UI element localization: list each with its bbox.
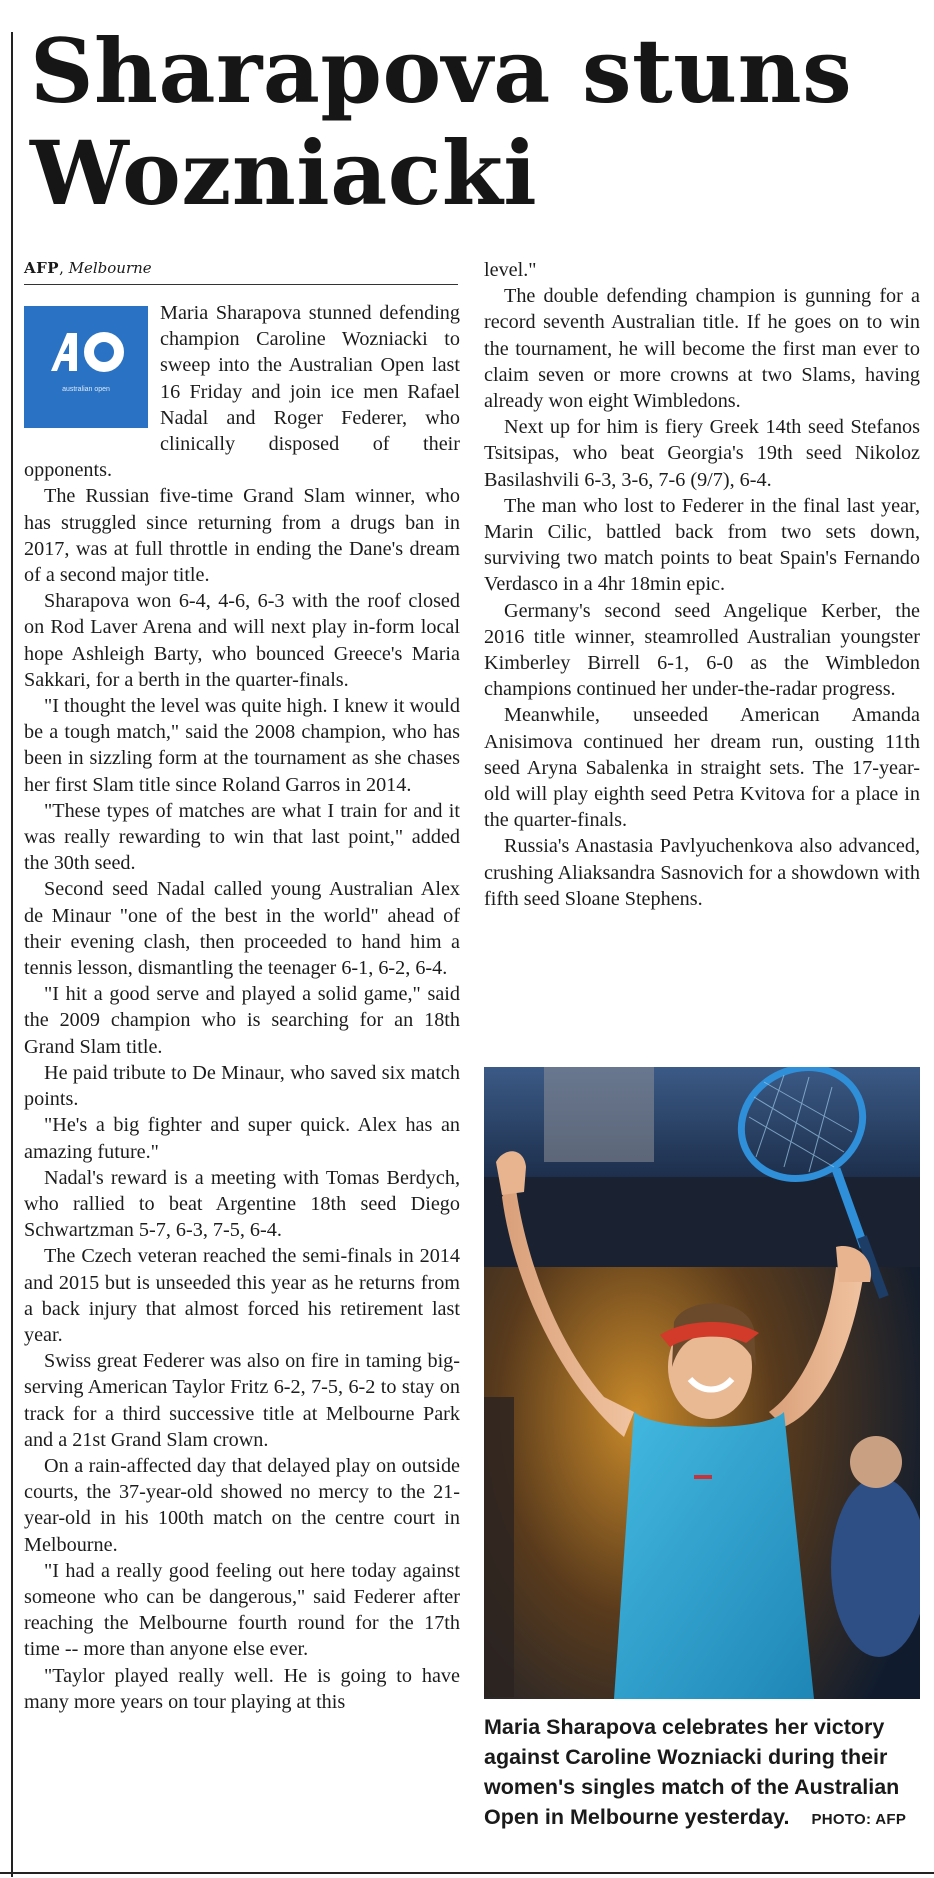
byline-separator: , xyxy=(59,259,64,277)
byline-agency: AFP xyxy=(24,259,60,277)
paragraph: On a rain-affected day that delayed play on outside courts, the 37-year-old showed no mercy to the 21-year-old in his 100th match on the centre court in Melbourne. xyxy=(24,1454,460,1556)
ao-logo-icon xyxy=(47,331,125,373)
paragraph: The double defending champion is gunning for a record seventh Australian title. If he goes on to win the tournament, he will become the first man ever to claim seven or more crowns at two Slams, having already won eight Wimbledons. xyxy=(484,285,920,413)
article-column-left xyxy=(24,300,460,1715)
headline-line-1: Sharapova stuns xyxy=(30,19,853,123)
headline-line-2: Wozniacki xyxy=(30,121,538,225)
caption-text: Maria Sharapova celebrates her victory against Caroline Wozniacki during their women's singles match of the Australian Open in Melbourne yesterday. xyxy=(484,1715,900,1829)
paragraph: Nadal's reward is a meeting with Tomas Berdych, who rallied to beat Argentine 18th seed Diego Schwartzman 5-7, 6-3, 7-5, 6-4. xyxy=(24,1166,460,1242)
paragraph: Swiss great Federer was also on fire in taming big-serving American Taylor Fritz 6-2, 7-5, 6-2 to stay on track for a third successive title at Melbourne Park and a 21st Grand Slam crown. xyxy=(24,1350,460,1451)
paragraph: "Taylor played really well. He is going to have many more years on tour playing at this xyxy=(24,1664,460,1713)
byline-place: Melbourne xyxy=(68,259,152,277)
paragraph: Russia's Anastasia Pavlyuchenkova also advanced, crushing Aliaksandra Sasnovich for a showdown with fifth seed Sloane Stephens. xyxy=(484,835,920,910)
paragraph: Second seed Nadal called young Australian Alex de Minaur "one of the best in the world" ahead of their evening clash, then proceeded to hand him a tennis lesson, dismantling the teenager 6-1, 6-2, 6-4. xyxy=(24,878,460,980)
article-column-right xyxy=(484,257,920,912)
left-border-rule xyxy=(11,32,13,1877)
photo-caption xyxy=(484,1712,924,1835)
paragraph: The man who lost to Federer in the final last year, Marin Cilic, battled back from two sets down, surviving two match points to beat Spain's Fernando Verdasco in a 4hr 18min epic. xyxy=(484,494,920,596)
bottom-border-rule xyxy=(0,1872,934,1874)
photo-credit-source: AFP xyxy=(875,1811,907,1828)
paragraph: The Russian five-time Grand Slam winner, who has struggled since returning from a drugs ban in 2017, was at full throttle in ending the Dane's dream of a second major title. xyxy=(24,485,460,587)
paragraph: Next up for him is fiery Greek 14th seed Stefanos Tsitsipas, who beat Georgia's 19th seed Nikoloz Basilashvili 6-3, 3-6, 7-6 (9/7), 6-4. xyxy=(484,416,920,491)
paragraph: level." xyxy=(484,259,537,281)
paragraph: "I hit a good serve and played a solid game," said the 2009 champion who is searching for an 18th Grand Slam title. xyxy=(24,983,460,1058)
paragraph: Meanwhile, unseeded American Amanda Anisimova continued her dream run, ousting 11th seed Aryna Sabalenka in straight sets. The 17-year-old will play eighth seed Petra Kvitova for a place in the quarter-finals. xyxy=(484,704,920,832)
paragraph: He paid tribute to De Minaur, who saved six match points. xyxy=(24,1061,460,1111)
paragraph: Maria Sharapova stunned defending champion Caroline Wozniacki to sweep into the Australian Open last 16 Friday and join ice men Rafael Nadal and Roger Federer, who clinically disposed of their opponents. xyxy=(24,302,460,482)
paragraph: Sharapova won 6-4, 4-6, 6-3 with the roof closed on Rod Laver Arena and will next play in-form local hope Ashleigh Barty, who bounced Greece's Maria Sakkari, for a berth in the quarter-finals. xyxy=(24,590,460,691)
paragraph: "These types of matches are what I train for and it was really rewarding to win that last point," added the 30th seed. xyxy=(24,799,460,875)
news-photo xyxy=(484,1067,920,1699)
paragraph: "I thought the level was quite high. I knew it would be a tough match," said the 2008 champion, who has been in sizzling form at the tournament as she chases her first Slam title since Roland Garros in 2014. xyxy=(24,695,460,796)
paragraph: Germany's second seed Angelique Kerber, the 2016 title winner, steamrolled Australian youngster Kimberley Birrell 6-1, 6-0 as the Wimbledon champions continued her under-the-radar progress. xyxy=(484,599,920,701)
headline xyxy=(30,20,910,224)
paragraph: The Czech veteran reached the semi-finals in 2014 and 2015 but is unseeded this year as he returns from a back injury that almost forced his retirement last year. xyxy=(24,1245,460,1346)
byline xyxy=(24,258,458,285)
logo-subtitle: australian open xyxy=(62,385,110,393)
photo-credit-label: PHOTO: xyxy=(811,1811,872,1828)
australian-open-logo xyxy=(24,306,148,428)
paragraph: "He's a big fighter and super quick. Alex has an amazing future." xyxy=(24,1114,460,1163)
sharapova-celebration-image xyxy=(484,1067,920,1699)
paragraph: "I had a really good feeling out here today against someone who can be dangerous," said Federer after reaching the Melbourne fourth round for the 17th time -- more than anyone else ever. xyxy=(24,1559,460,1661)
photo-credit xyxy=(811,1811,906,1828)
